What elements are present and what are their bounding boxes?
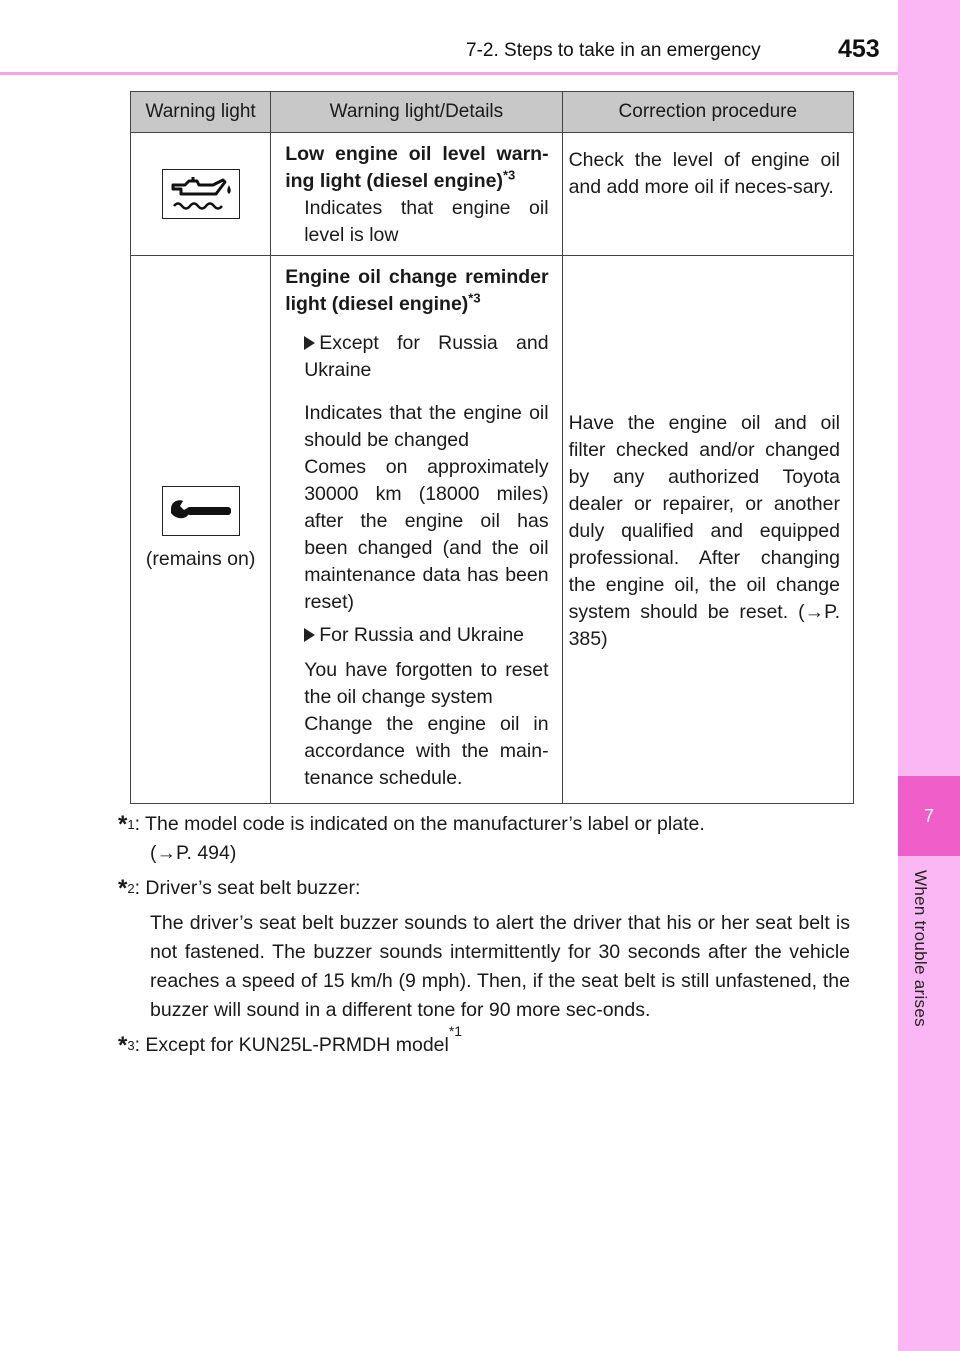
column-header: Warning light xyxy=(131,92,271,133)
wrench-icon xyxy=(162,486,240,536)
warning-light-cell xyxy=(131,133,271,256)
footnote-number: 1 xyxy=(127,817,135,832)
column-header: Correction procedure xyxy=(562,92,853,133)
footnote-number: 2 xyxy=(127,881,135,896)
warning-title xyxy=(285,141,548,195)
region-bullet xyxy=(285,622,548,649)
oil-level-icon xyxy=(162,169,240,219)
footnote-text: : Driver’s seat belt buzzer: xyxy=(134,877,361,899)
correction-text: Have the engine oil and oil filter checked and/or changed by any authorized Toyota dealer or repairer, or another duly qualified and equipped professional. After changing the engine oil, the oil change system should be reset. (→P. 385) xyxy=(568,412,840,650)
footnote-text: : The model code is indicated on the manufacturer’s label or plate. xyxy=(134,813,705,835)
region-label: For Russia and Ukraine xyxy=(319,624,525,646)
footnote-body: The driver’s seat belt buzzer sounds to alert the driver that his or her seat belt is not fastened. The buzzer sounds intermittently for 30 seconds after the vehicle reaches a speed of 15 km/h (9 mph). Then, if the seat belt is still unfastened, the buzzer will sound in a different tone for 90 more sec-onds. xyxy=(150,912,850,1021)
detail-paragraph: You have forgotten to reset the oil change system xyxy=(304,659,549,708)
chapter-number: 7 xyxy=(898,776,960,856)
table-row xyxy=(131,256,854,804)
page-number: 453 xyxy=(838,35,880,63)
footnote-2 xyxy=(118,874,850,1025)
detail-paragraph: Indicates that the engine oil should be changed xyxy=(304,402,549,451)
asterisk-mark: * xyxy=(118,811,128,838)
icon-caption: (remains on) xyxy=(145,548,256,570)
footnote-3 xyxy=(118,1023,850,1060)
asterisk-mark: * xyxy=(118,875,128,902)
warning-title-text: Engine oil change reminder light (diesel engine) xyxy=(285,266,549,315)
warning-light-cell xyxy=(131,256,271,804)
chapter-title: When trouble arises xyxy=(911,870,930,1027)
table-header-row xyxy=(131,92,854,133)
region-bullet xyxy=(285,330,548,384)
footnotes xyxy=(118,810,850,1066)
footnote-head xyxy=(118,810,850,839)
table-row xyxy=(131,133,854,256)
footnote-ref: *3 xyxy=(468,290,481,306)
footnote-1 xyxy=(118,810,850,868)
warning-title xyxy=(285,264,548,318)
details-cell xyxy=(271,133,562,256)
footnote-ref: *3 xyxy=(502,167,516,183)
region-label: Except for Russia and Ukraine xyxy=(304,332,549,381)
triangle-bullet-icon xyxy=(304,628,315,642)
side-tab xyxy=(898,0,960,1351)
footnote-ref: *1 xyxy=(448,1023,463,1039)
footnote-head xyxy=(118,1023,850,1060)
warning-detail: Indicates that engine oil level is low xyxy=(304,197,549,246)
detail-paragraph: Comes on approximately 30000 km (18000 miles) after the engine oil has been changed (and the oil maintenance data has been reset) xyxy=(304,456,549,613)
header-rule xyxy=(0,72,898,75)
footnote-number: 3 xyxy=(127,1038,135,1053)
correction-cell xyxy=(562,256,853,804)
warning-title-text: Low engine oil level warn-ing light (diesel engine) xyxy=(285,143,549,192)
detail-paragraph: Change the engine oil in accordance with the main-tenance schedule. xyxy=(304,713,549,789)
details-cell xyxy=(271,256,562,804)
correction-cell: Check the level of engine oil and add more oil if neces-sary. xyxy=(562,133,853,256)
page-reference[interactable]: (→P. 494) xyxy=(150,842,237,864)
footnote-text: : Except for KUN25L-PRMDH model xyxy=(134,1034,449,1056)
column-header: Warning light/Details xyxy=(271,92,562,133)
triangle-bullet-icon xyxy=(304,336,315,350)
footnote-head xyxy=(118,874,850,903)
warning-light-table xyxy=(130,91,854,804)
asterisk-mark: * xyxy=(118,1032,128,1059)
section-title: 7-2. Steps to take in an emergency xyxy=(466,40,761,61)
